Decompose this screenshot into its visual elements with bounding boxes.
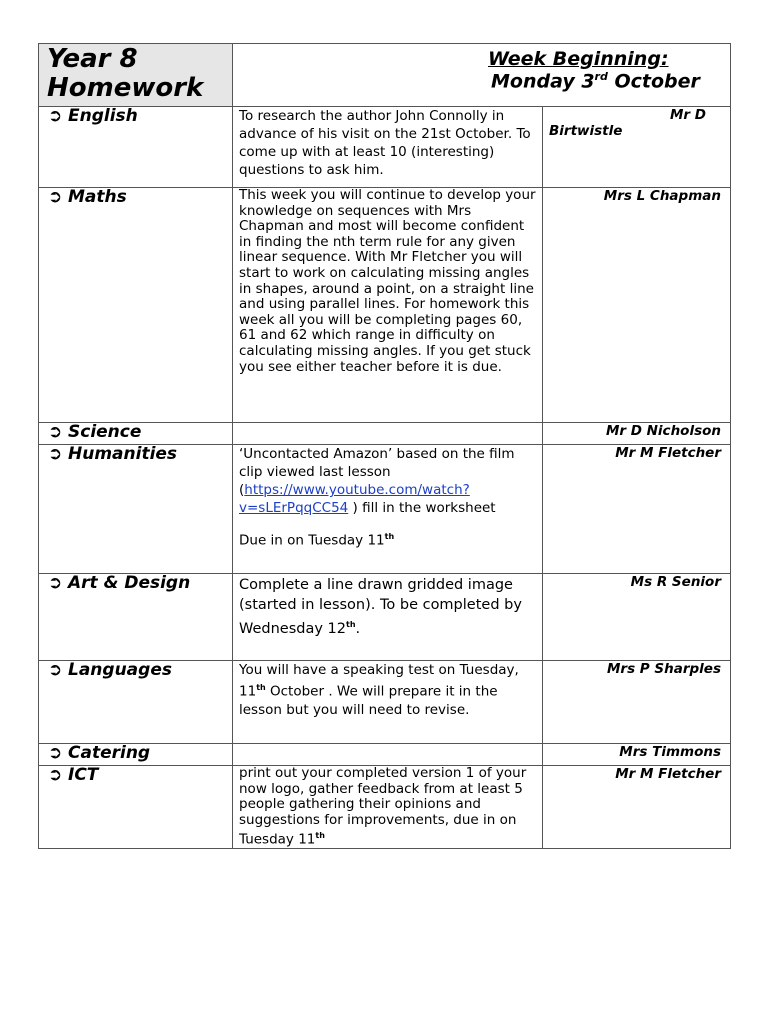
teacher-cell xyxy=(543,574,731,661)
subject-languages: Languages xyxy=(68,660,172,680)
subject-cell xyxy=(39,744,233,766)
homework-table xyxy=(38,43,731,849)
task-humanities: ‘Uncontacted Amazon’ based on the film clip viewed last lesson (https://www.youtube.com/watch?v=sLErPqqCC54 ) fill in the worksheet Due in on Tuesday 11th xyxy=(233,445,542,550)
teacher-ict: Mr M Fletcher xyxy=(615,766,721,782)
subject-maths: Maths xyxy=(68,187,127,207)
row-catering xyxy=(39,744,731,766)
task-ict: print out your completed version 1 of your now logo, gather feedback from at least 5 people gathering their opinions and suggestions for improvements, due in on Tuesday 11th xyxy=(239,765,527,848)
task-cell xyxy=(233,574,543,661)
curved-arrow-icon: ➲ xyxy=(48,444,63,464)
subject-ict: ICT xyxy=(68,765,99,785)
row-languages xyxy=(39,661,731,744)
page-title: Year 8 Homework xyxy=(47,44,204,103)
curved-arrow-icon: ➲ xyxy=(48,765,63,785)
task-cell xyxy=(233,188,543,423)
curved-arrow-icon: ➲ xyxy=(48,573,63,593)
teacher-cell xyxy=(543,766,731,849)
teacher-catering: Mrs Timmons xyxy=(619,744,721,760)
teacher-humanities: Mr M Fletcher xyxy=(615,445,721,461)
subject-cell xyxy=(39,107,233,188)
subject-science: Science xyxy=(68,422,142,442)
task-art: Complete a line drawn gridded image (started in lesson). To be completed by Wednesday 12th. xyxy=(239,577,522,637)
subject-cell xyxy=(39,188,233,423)
week-cell xyxy=(233,44,731,107)
task-cell xyxy=(233,423,543,445)
task-maths: This week you will continue to develop your knowledge on sequences with Mrs Chapman and most will become confident in finding the nth term rule for any given linear sequence. With Mr Fletcher you will start to work on calculating missing angles in shapes, around a point, on a straight line and using parallel lines. For homework this week all you will be completing pages 60, 61 and 62 which range in difficulty on calculating missing angles. If you get stuck you see either teacher before it is due. xyxy=(239,187,536,375)
teacher-cell xyxy=(543,188,731,423)
teacher-cell xyxy=(543,661,731,744)
curved-arrow-icon: ➲ xyxy=(48,743,63,763)
task-cell xyxy=(233,107,543,188)
row-science xyxy=(39,423,731,445)
title-cell xyxy=(39,44,233,107)
subject-art: Art & Design xyxy=(68,573,191,593)
teacher-cell xyxy=(543,423,731,445)
subject-humanities: Humanities xyxy=(68,444,178,464)
teacher-maths: Mrs L Chapman xyxy=(603,188,721,204)
row-maths xyxy=(39,188,731,423)
week-label: Week Beginning: xyxy=(488,48,669,70)
header-row xyxy=(39,44,731,107)
youtube-link[interactable]: https://www.youtube.com/watch?v=sLErPqqCC54 xyxy=(239,482,470,516)
curved-arrow-icon: ➲ xyxy=(48,422,63,442)
teacher-cell xyxy=(543,107,731,188)
teacher-languages: Mrs P Sharples xyxy=(606,661,721,677)
row-humanities xyxy=(39,445,731,574)
subject-english: English xyxy=(68,106,138,126)
subject-cell xyxy=(39,661,233,744)
row-english xyxy=(39,107,731,188)
teacher-science: Mr D Nicholson xyxy=(605,423,721,439)
teacher-english-2: Birtwistle xyxy=(549,123,623,139)
task-cell xyxy=(233,445,543,574)
teacher-english-1: Mr D xyxy=(670,107,706,123)
task-english: To research the author John Connolly in advance of his visit on the 21st October. To come up with at least 10 (interesting) questions to ask him. xyxy=(239,108,531,178)
due-date: Due in on Tuesday 11th xyxy=(239,532,395,549)
subject-cell xyxy=(39,574,233,661)
teacher-cell xyxy=(543,445,731,574)
week-date: Monday 3rd October xyxy=(491,70,700,93)
task-cell xyxy=(233,661,543,744)
curved-arrow-icon: ➲ xyxy=(48,106,63,126)
row-art xyxy=(39,574,731,661)
task-cell xyxy=(233,766,543,849)
subject-catering: Catering xyxy=(68,743,151,763)
task-cell xyxy=(233,744,543,766)
curved-arrow-icon: ➲ xyxy=(48,187,63,207)
subject-cell xyxy=(39,445,233,574)
subject-cell xyxy=(39,423,233,445)
teacher-cell xyxy=(543,744,731,766)
subject-cell xyxy=(39,766,233,849)
row-ict xyxy=(39,766,731,849)
curved-arrow-icon: ➲ xyxy=(48,660,63,680)
teacher-art: Ms R Senior xyxy=(630,574,721,590)
task-languages: You will have a speaking test on Tuesday, 11th October . We will prepare it in the lesson but you will need to revise. xyxy=(239,662,519,718)
